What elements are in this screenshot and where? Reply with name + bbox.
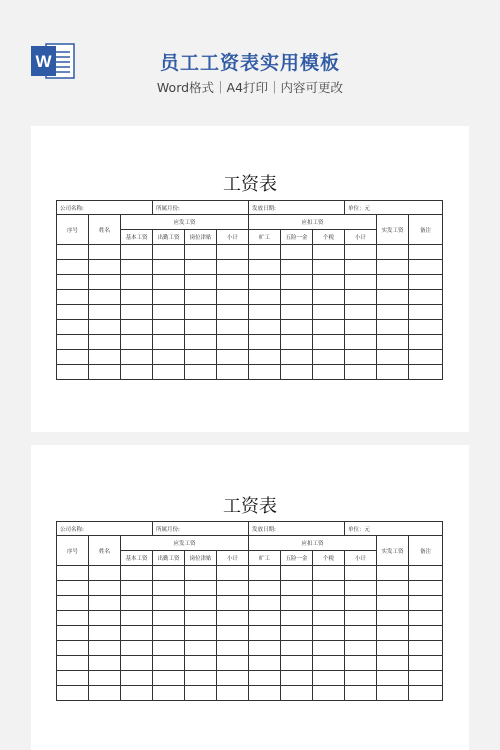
table-cell <box>185 260 217 275</box>
table-row <box>57 305 443 320</box>
table-cell <box>281 671 313 686</box>
word-icon-letter: W <box>35 52 52 71</box>
table-cell <box>377 275 409 290</box>
header <box>0 0 500 120</box>
table-cell <box>409 626 443 641</box>
table-cell <box>185 626 217 641</box>
table-row <box>57 611 443 626</box>
col-basic-wage: 基本工资 <box>121 551 153 566</box>
table-cell <box>313 305 345 320</box>
col-income-tax: 个税 <box>313 551 345 566</box>
table-cell <box>217 656 249 671</box>
table-cell <box>313 581 345 596</box>
table-cell <box>121 566 153 581</box>
table-cell <box>217 365 249 380</box>
table-cell <box>409 305 443 320</box>
table-cell <box>345 260 377 275</box>
template-preview-page-2 <box>31 445 469 750</box>
table-cell <box>121 596 153 611</box>
table-cell <box>121 581 153 596</box>
sheet-title: 工资表 <box>223 174 277 195</box>
table-row <box>57 275 443 290</box>
table-cell <box>57 626 89 641</box>
table-cell <box>217 305 249 320</box>
unit-label: 单位：元 <box>345 522 443 536</box>
table-cell <box>377 245 409 260</box>
table-body <box>57 245 443 380</box>
table-cell <box>313 275 345 290</box>
table-cell <box>313 335 345 350</box>
table-cell <box>57 611 89 626</box>
table-cell <box>57 335 89 350</box>
table-cell <box>281 656 313 671</box>
table-cell <box>249 671 281 686</box>
table-cell <box>345 686 377 701</box>
table-row <box>57 686 443 701</box>
table-cell <box>89 275 121 290</box>
table-cell <box>153 350 185 365</box>
col-absence: 旷工 <box>249 230 281 245</box>
table-cell <box>249 365 281 380</box>
table-cell <box>185 350 217 365</box>
table-cell <box>57 641 89 656</box>
table-cell <box>89 245 121 260</box>
table-cell <box>57 656 89 671</box>
unit-label: 单位：元 <box>345 201 443 215</box>
col-remarks: 备注 <box>409 536 443 566</box>
table-cell <box>377 686 409 701</box>
table-cell <box>409 566 443 581</box>
pay-date-label: 发放日期: <box>249 522 345 536</box>
col-attendance-wage: 出勤工资 <box>153 551 185 566</box>
table-cell <box>281 290 313 305</box>
col-insurance: 五险一金 <box>281 551 313 566</box>
table-cell <box>89 671 121 686</box>
table-cell <box>249 611 281 626</box>
table-row <box>57 671 443 686</box>
header-row-1 <box>57 215 443 230</box>
table-cell <box>185 596 217 611</box>
table-cell <box>313 611 345 626</box>
table-cell <box>409 641 443 656</box>
table-cell <box>345 335 377 350</box>
col-deduct-group: 应扣工资 <box>249 536 377 551</box>
table-cell <box>121 365 153 380</box>
table-cell <box>217 671 249 686</box>
table-cell <box>409 275 443 290</box>
payroll-table <box>56 521 443 701</box>
table-cell <box>57 596 89 611</box>
table-cell <box>281 626 313 641</box>
table-cell <box>249 581 281 596</box>
table-cell <box>313 626 345 641</box>
table-cell <box>345 290 377 305</box>
table-cell <box>345 365 377 380</box>
table-cell <box>89 566 121 581</box>
table-cell <box>345 641 377 656</box>
col-post-allowance: 岗位津贴 <box>185 230 217 245</box>
table-cell <box>409 581 443 596</box>
table-cell <box>153 626 185 641</box>
table-cell <box>377 350 409 365</box>
table-cell <box>217 566 249 581</box>
table-row <box>57 320 443 335</box>
table-cell <box>377 641 409 656</box>
col-subtotal-deduct: 小计 <box>345 230 377 245</box>
table-cell <box>57 245 89 260</box>
col-post-allowance: 岗位津贴 <box>185 551 217 566</box>
table-cell <box>57 686 89 701</box>
table-cell <box>185 275 217 290</box>
col-attendance-wage: 出勤工资 <box>153 230 185 245</box>
table-cell <box>89 656 121 671</box>
table-cell <box>281 641 313 656</box>
table-cell <box>249 320 281 335</box>
table-cell <box>249 566 281 581</box>
table-cell <box>217 686 249 701</box>
table-cell <box>121 320 153 335</box>
table-cell <box>281 305 313 320</box>
company-label: 公司名称: <box>57 201 153 215</box>
col-subtotal-deduct: 小计 <box>345 551 377 566</box>
table-cell <box>377 626 409 641</box>
table-cell <box>281 686 313 701</box>
info-row <box>57 522 443 536</box>
header-row-1 <box>57 536 443 551</box>
info-row <box>57 201 443 215</box>
table-cell <box>377 305 409 320</box>
table-cell <box>121 245 153 260</box>
table-cell <box>345 611 377 626</box>
table-cell <box>281 245 313 260</box>
table-cell <box>153 305 185 320</box>
table-cell <box>377 566 409 581</box>
table-cell <box>345 305 377 320</box>
payroll-table <box>56 200 443 380</box>
table-cell <box>185 686 217 701</box>
table-cell <box>377 671 409 686</box>
table-row <box>57 626 443 641</box>
table-body <box>57 566 443 701</box>
table-cell <box>377 611 409 626</box>
table-cell <box>217 275 249 290</box>
table-cell <box>249 656 281 671</box>
table-cell <box>281 365 313 380</box>
table-cell <box>281 335 313 350</box>
table-cell <box>409 245 443 260</box>
table-cell <box>249 626 281 641</box>
table-cell <box>217 335 249 350</box>
table-cell <box>153 260 185 275</box>
table-cell <box>121 671 153 686</box>
month-label: 所属月份: <box>153 522 249 536</box>
col-name: 姓名 <box>89 215 121 245</box>
table-cell <box>185 335 217 350</box>
table-cell <box>185 245 217 260</box>
table-cell <box>377 335 409 350</box>
table-cell <box>185 671 217 686</box>
table-cell <box>281 596 313 611</box>
table-cell <box>409 335 443 350</box>
table-cell <box>313 671 345 686</box>
table-cell <box>153 290 185 305</box>
table-row <box>57 260 443 275</box>
table-cell <box>153 596 185 611</box>
table-cell <box>409 350 443 365</box>
table-cell <box>217 611 249 626</box>
table-cell <box>313 686 345 701</box>
table-cell <box>409 611 443 626</box>
table-cell <box>121 686 153 701</box>
table-cell <box>377 365 409 380</box>
col-remarks: 备注 <box>409 215 443 245</box>
table-cell <box>281 275 313 290</box>
table-cell <box>313 350 345 365</box>
table-cell <box>249 335 281 350</box>
table-cell <box>377 290 409 305</box>
table-cell <box>217 245 249 260</box>
table-cell <box>121 260 153 275</box>
table-cell <box>313 656 345 671</box>
table-cell <box>409 260 443 275</box>
table-cell <box>57 260 89 275</box>
table-cell <box>409 290 443 305</box>
col-insurance: 五险一金 <box>281 230 313 245</box>
col-net-pay: 实发工资 <box>377 215 409 245</box>
table-cell <box>313 641 345 656</box>
table-cell <box>281 320 313 335</box>
col-net-pay: 实发工资 <box>377 536 409 566</box>
table-cell <box>345 245 377 260</box>
table-cell <box>121 305 153 320</box>
table-cell <box>281 260 313 275</box>
col-absence: 旷工 <box>249 551 281 566</box>
table-row <box>57 641 443 656</box>
table-cell <box>409 686 443 701</box>
table-cell <box>57 320 89 335</box>
table-cell <box>121 275 153 290</box>
table-cell <box>409 365 443 380</box>
table-cell <box>249 596 281 611</box>
table-cell <box>89 350 121 365</box>
table-cell <box>153 320 185 335</box>
table-cell <box>185 656 217 671</box>
table-cell <box>345 350 377 365</box>
table-cell <box>217 350 249 365</box>
table-cell <box>153 365 185 380</box>
table-cell <box>281 566 313 581</box>
table-cell <box>281 611 313 626</box>
table-cell <box>377 656 409 671</box>
table-cell <box>185 581 217 596</box>
table-cell <box>217 320 249 335</box>
table-cell <box>185 305 217 320</box>
table-cell <box>249 305 281 320</box>
table-cell <box>313 245 345 260</box>
table-cell <box>185 365 217 380</box>
table-cell <box>377 596 409 611</box>
table-cell <box>153 335 185 350</box>
table-cell <box>249 290 281 305</box>
table-cell <box>217 596 249 611</box>
table-cell <box>345 596 377 611</box>
company-label: 公司名称: <box>57 522 153 536</box>
table-row <box>57 566 443 581</box>
col-deduct-group: 应扣工资 <box>249 215 377 230</box>
col-serial: 序号 <box>57 536 89 566</box>
table-cell <box>345 566 377 581</box>
table-cell <box>153 275 185 290</box>
table-cell <box>185 611 217 626</box>
col-subtotal-payable: 小计 <box>217 230 249 245</box>
table-cell <box>249 260 281 275</box>
table-cell <box>89 260 121 275</box>
table-cell <box>153 671 185 686</box>
table-cell <box>185 290 217 305</box>
table-cell <box>57 290 89 305</box>
table-cell <box>249 275 281 290</box>
table-cell <box>153 245 185 260</box>
table-cell <box>345 626 377 641</box>
table-cell <box>217 290 249 305</box>
month-label: 所属月份: <box>153 201 249 215</box>
table-cell <box>121 626 153 641</box>
table-cell <box>281 581 313 596</box>
table-cell <box>89 335 121 350</box>
table-cell <box>153 611 185 626</box>
table-cell <box>345 656 377 671</box>
table-cell <box>217 641 249 656</box>
table-row <box>57 581 443 596</box>
table-cell <box>185 566 217 581</box>
pay-date-label: 发放日期: <box>249 201 345 215</box>
col-name: 姓名 <box>89 536 121 566</box>
table-cell <box>121 290 153 305</box>
col-serial: 序号 <box>57 215 89 245</box>
table-cell <box>153 641 185 656</box>
col-basic-wage: 基本工资 <box>121 230 153 245</box>
table-cell <box>409 656 443 671</box>
table-cell <box>57 365 89 380</box>
table-cell <box>121 641 153 656</box>
table-row <box>57 596 443 611</box>
table-cell <box>89 686 121 701</box>
table-cell <box>345 275 377 290</box>
table-cell <box>313 290 345 305</box>
table-cell <box>121 656 153 671</box>
table-cell <box>89 596 121 611</box>
sheet-title: 工资表 <box>223 496 277 517</box>
table-cell <box>377 320 409 335</box>
table-row <box>57 335 443 350</box>
table-cell <box>345 581 377 596</box>
table-cell <box>153 656 185 671</box>
table-cell <box>89 641 121 656</box>
table-cell <box>313 566 345 581</box>
table-cell <box>121 350 153 365</box>
table-cell <box>217 626 249 641</box>
table-cell <box>409 320 443 335</box>
page-subtitle: Word格式｜A4打印｜内容可更改 <box>156 80 344 95</box>
table-cell <box>345 320 377 335</box>
table-cell <box>89 365 121 380</box>
table-cell <box>313 596 345 611</box>
table-cell <box>57 671 89 686</box>
table-row <box>57 656 443 671</box>
table-cell <box>409 596 443 611</box>
table-cell <box>377 260 409 275</box>
table-cell <box>313 365 345 380</box>
table-cell <box>153 566 185 581</box>
table-cell <box>121 335 153 350</box>
table-cell <box>89 626 121 641</box>
table-cell <box>57 305 89 320</box>
table-row <box>57 365 443 380</box>
table-cell <box>89 290 121 305</box>
table-cell <box>57 350 89 365</box>
table-cell <box>249 641 281 656</box>
table-cell <box>217 260 249 275</box>
col-payable-group: 应发工资 <box>121 215 249 230</box>
table-cell <box>89 305 121 320</box>
table-row <box>57 245 443 260</box>
table-row <box>57 350 443 365</box>
table-cell <box>89 320 121 335</box>
table-cell <box>57 275 89 290</box>
table-cell <box>89 581 121 596</box>
table-cell <box>121 611 153 626</box>
table-cell <box>345 671 377 686</box>
col-payable-group: 应发工资 <box>121 536 249 551</box>
template-preview-page-1 <box>31 126 469 432</box>
table-cell <box>249 686 281 701</box>
table-cell <box>57 581 89 596</box>
table-cell <box>377 581 409 596</box>
table-cell <box>313 320 345 335</box>
table-cell <box>57 566 89 581</box>
table-cell <box>249 350 281 365</box>
table-cell <box>89 611 121 626</box>
table-row <box>57 290 443 305</box>
table-cell <box>153 581 185 596</box>
table-cell <box>313 260 345 275</box>
table-cell <box>185 320 217 335</box>
table-cell <box>281 350 313 365</box>
table-cell <box>153 686 185 701</box>
table-cell <box>217 581 249 596</box>
table-cell <box>185 641 217 656</box>
page-title: 员工工资表实用模板 <box>159 52 340 74</box>
col-subtotal-payable: 小计 <box>217 551 249 566</box>
table-cell <box>409 671 443 686</box>
col-income-tax: 个税 <box>313 230 345 245</box>
table-cell <box>249 245 281 260</box>
